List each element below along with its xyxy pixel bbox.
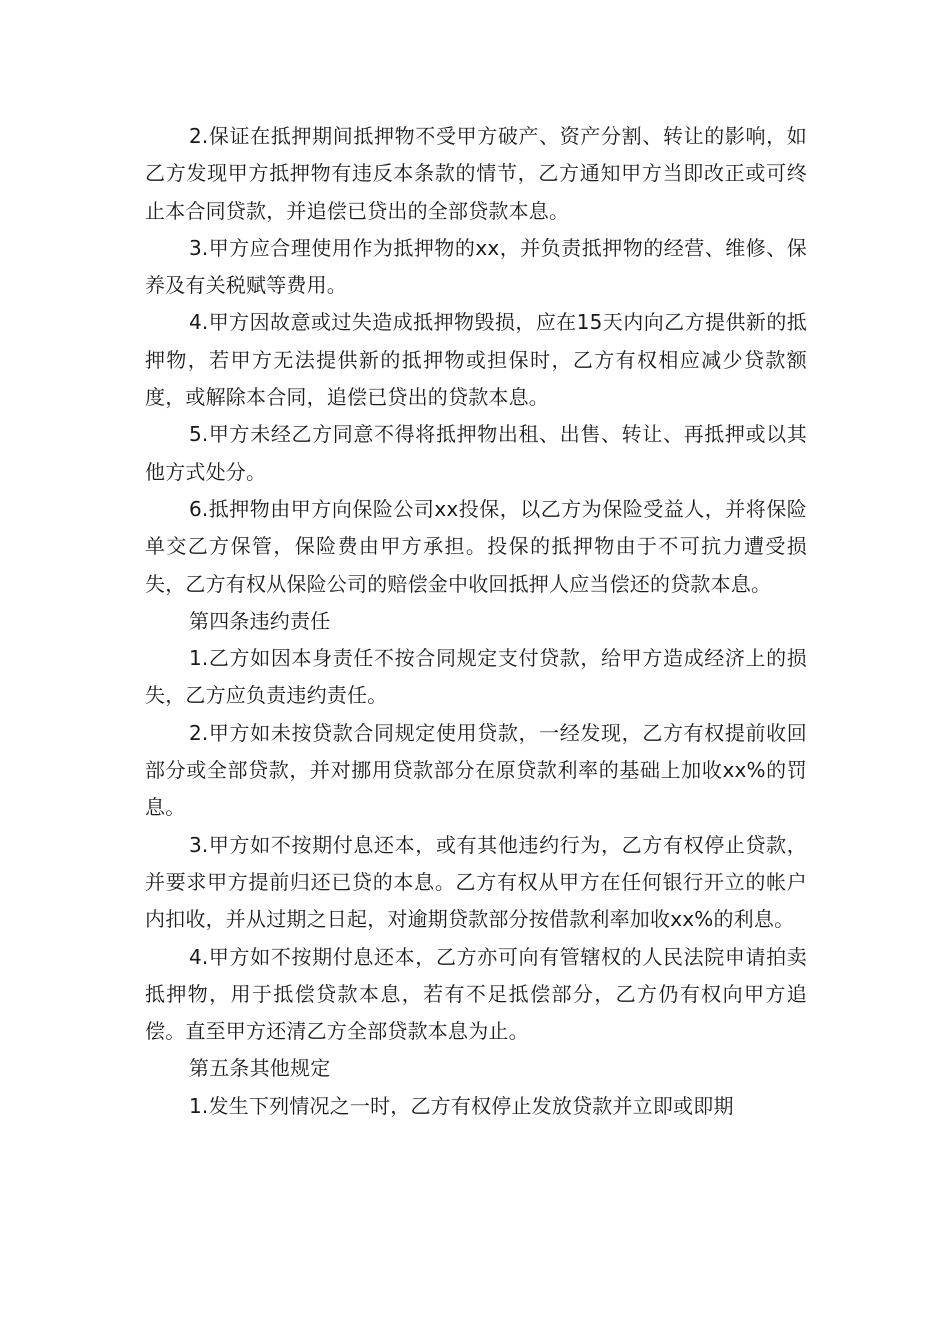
paragraph-clause-3-3: 3.甲方应合理使用作为抵押物的xx，并负责抵押物的经营、维修、保养及有关税赋等费用。: [145, 235, 807, 298]
paragraph-clause-4-3: 3.甲方如不按期付息还本，或有其他违约行为，乙方有权停止贷款，并要求甲方提前归还已贷的本息。乙方有权从甲方在任何银行开立的帐户内扣收，并从过期之日起，对逾期贷款部分按借款利率加收xx%的利息。: [145, 832, 807, 932]
paragraph-clause-4-2: 2.甲方如未按贷款合同规定使用贷款，一经发现，乙方有权提前收回部分或全部贷款，并对挪用贷款部分在原贷款利率的基础上加收xx%的罚息。: [145, 720, 807, 820]
paragraph-clause-3-4: 4.甲方因故意或过失造成抵押物毁损，应在15天内向乙方提供新的抵押物，若甲方无法提供新的抵押物或担保时，乙方有权相应减少贷款额度，或解除本合同，追偿已贷出的贷款本息。: [145, 310, 807, 410]
paragraph-clause-3-5: 5.甲方未经乙方同意不得将抵押物出租、出售、转让、再抵押或以其他方式处分。: [145, 422, 807, 484]
section-heading-article-5: 第五条其他规定: [189, 1056, 331, 1081]
paragraph-clause-5-1: 1.发生下列情况之一时，乙方有权停止发放贷款并立即或即期: [189, 1093, 734, 1118]
paragraph-clause-3-2: 2.保证在抵押期间抵押物不受甲方破产、资产分割、转让的影响，如乙方发现甲方抵押物有违反本条款的情节，乙方通知甲方当即改正或可终止本合同贷款，并追偿已贷出的全部贷款本息。: [145, 124, 807, 223]
document-body: [145, 118, 807, 1125]
paragraph-clause-4-4: 4.甲方如不按期付息还本，乙方亦可向有管辖权的人民法院申请拍卖抵押物，用于抵偿贷款本息，若有不足抵偿部分，乙方仍有权向甲方追偿。直至甲方还清乙方全部贷款本息为止。: [145, 944, 807, 1044]
section-heading-article-4: 第四条违约责任: [189, 608, 331, 633]
paragraph-clause-4-1: 1.乙方如因本身责任不按合同规定支付贷款，给甲方造成经济上的损失，乙方应负责违约责任。: [145, 646, 807, 708]
paragraph-clause-3-6: 6.抵押物由甲方向保险公司xx投保，以乙方为保险受益人，并将保险单交乙方保管，保险费由甲方承担。投保的抵押物由于不可抗力遭受损失，乙方有权从保险公司的赔偿金中收回抵押人应当偿还的贷款本息。: [145, 496, 807, 596]
